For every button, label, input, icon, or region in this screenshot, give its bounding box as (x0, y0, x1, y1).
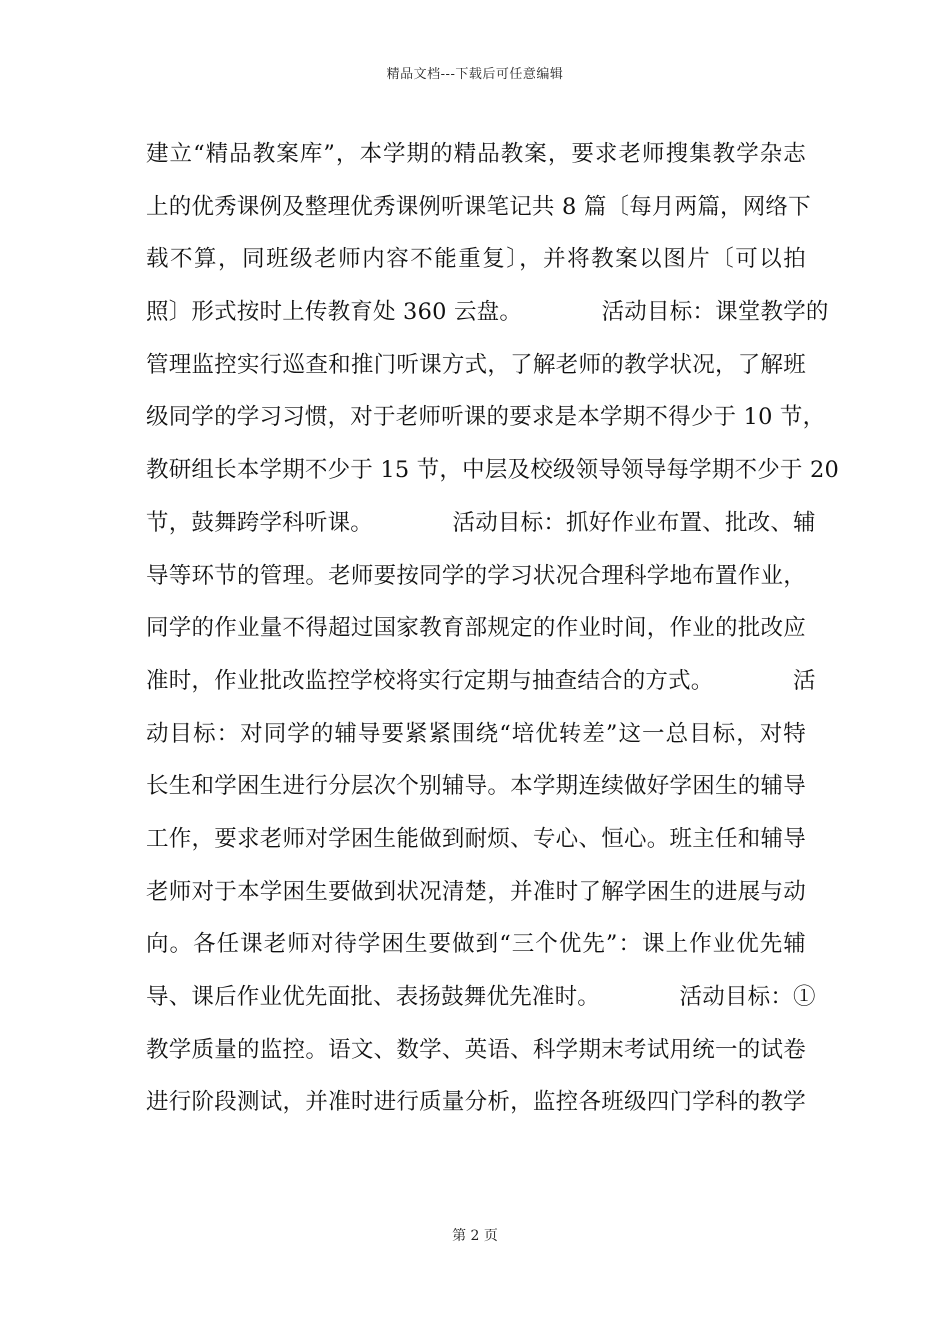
body-line: 照〕形式按时上传教育处 360 云盘。 活动目标：课堂教学的 (146, 299, 829, 326)
body-line: 动目标：对同学的辅导要紧紧围绕“培优转差”这一总目标，对特 (146, 720, 806, 747)
body-line: 上的优秀课例及整理优秀课例听课笔记共 8 篇〔每月两篇，网络下 (146, 193, 811, 220)
body-line: 同学的作业量不得超过国家教育部规定的作业时间，作业的批改应 (146, 615, 806, 642)
document-body (146, 128, 840, 1129)
body-line: 教研组长本学期不少于 15 节，中层及校级领导领导每学期不少于 20 (146, 457, 840, 484)
page-header: 精品文档---下载后可任意编辑 (386, 67, 564, 82)
body-line: 进行阶段测试，并准时进行质量分析，监控各班级四门学科的教学 (146, 1089, 806, 1116)
body-line: 级同学的学习习惯，对于老师听课的要求是本学期不得少于 10 节， (146, 404, 826, 431)
body-line: 导、课后作业优先面批、表扬鼓舞优先准时。 活动目标：① (146, 984, 816, 1010)
body-line: 老师对于本学困生要做到状况清楚，并准时了解学困生的进展与动 (146, 878, 806, 905)
page-number: 第 2 页 (452, 1228, 498, 1244)
body-line: 节，鼓舞跨学科听课。 活动目标：抓好作业布置、批改、辅 (146, 509, 816, 536)
body-line: 载不算，同班级老师内容不能重复〕，并将教案以图片〔可以拍 (146, 246, 806, 273)
body-line: 向。各任课老师对待学困生要做到“三个优先”：课上作业优先辅 (146, 931, 806, 958)
body-line: 教学质量的监控。语文、数学、英语、科学期末考试用统一的试卷 (146, 1036, 806, 1063)
body-line: 管理监控实行巡查和推门听课方式，了解老师的教学状况，了解班 (146, 351, 806, 378)
body-line: 长生和学困生进行分层次个别辅导。本学期连续做好学困生的辅导 (146, 773, 806, 800)
body-line: 建立“精品教案库”，本学期的精品教案，要求老师搜集教学杂志 (146, 141, 806, 167)
body-line: 工作，要求老师对学困生能做到耐烦、专心、恒心。班主任和辅导 (146, 825, 806, 852)
body-line: 导等环节的管理。老师要按同学的学习状况合理科学地布置作业， (146, 562, 806, 589)
body-line: 准时，作业批改监控学校将实行定期与抽查结合的方式。 活 (146, 667, 816, 694)
